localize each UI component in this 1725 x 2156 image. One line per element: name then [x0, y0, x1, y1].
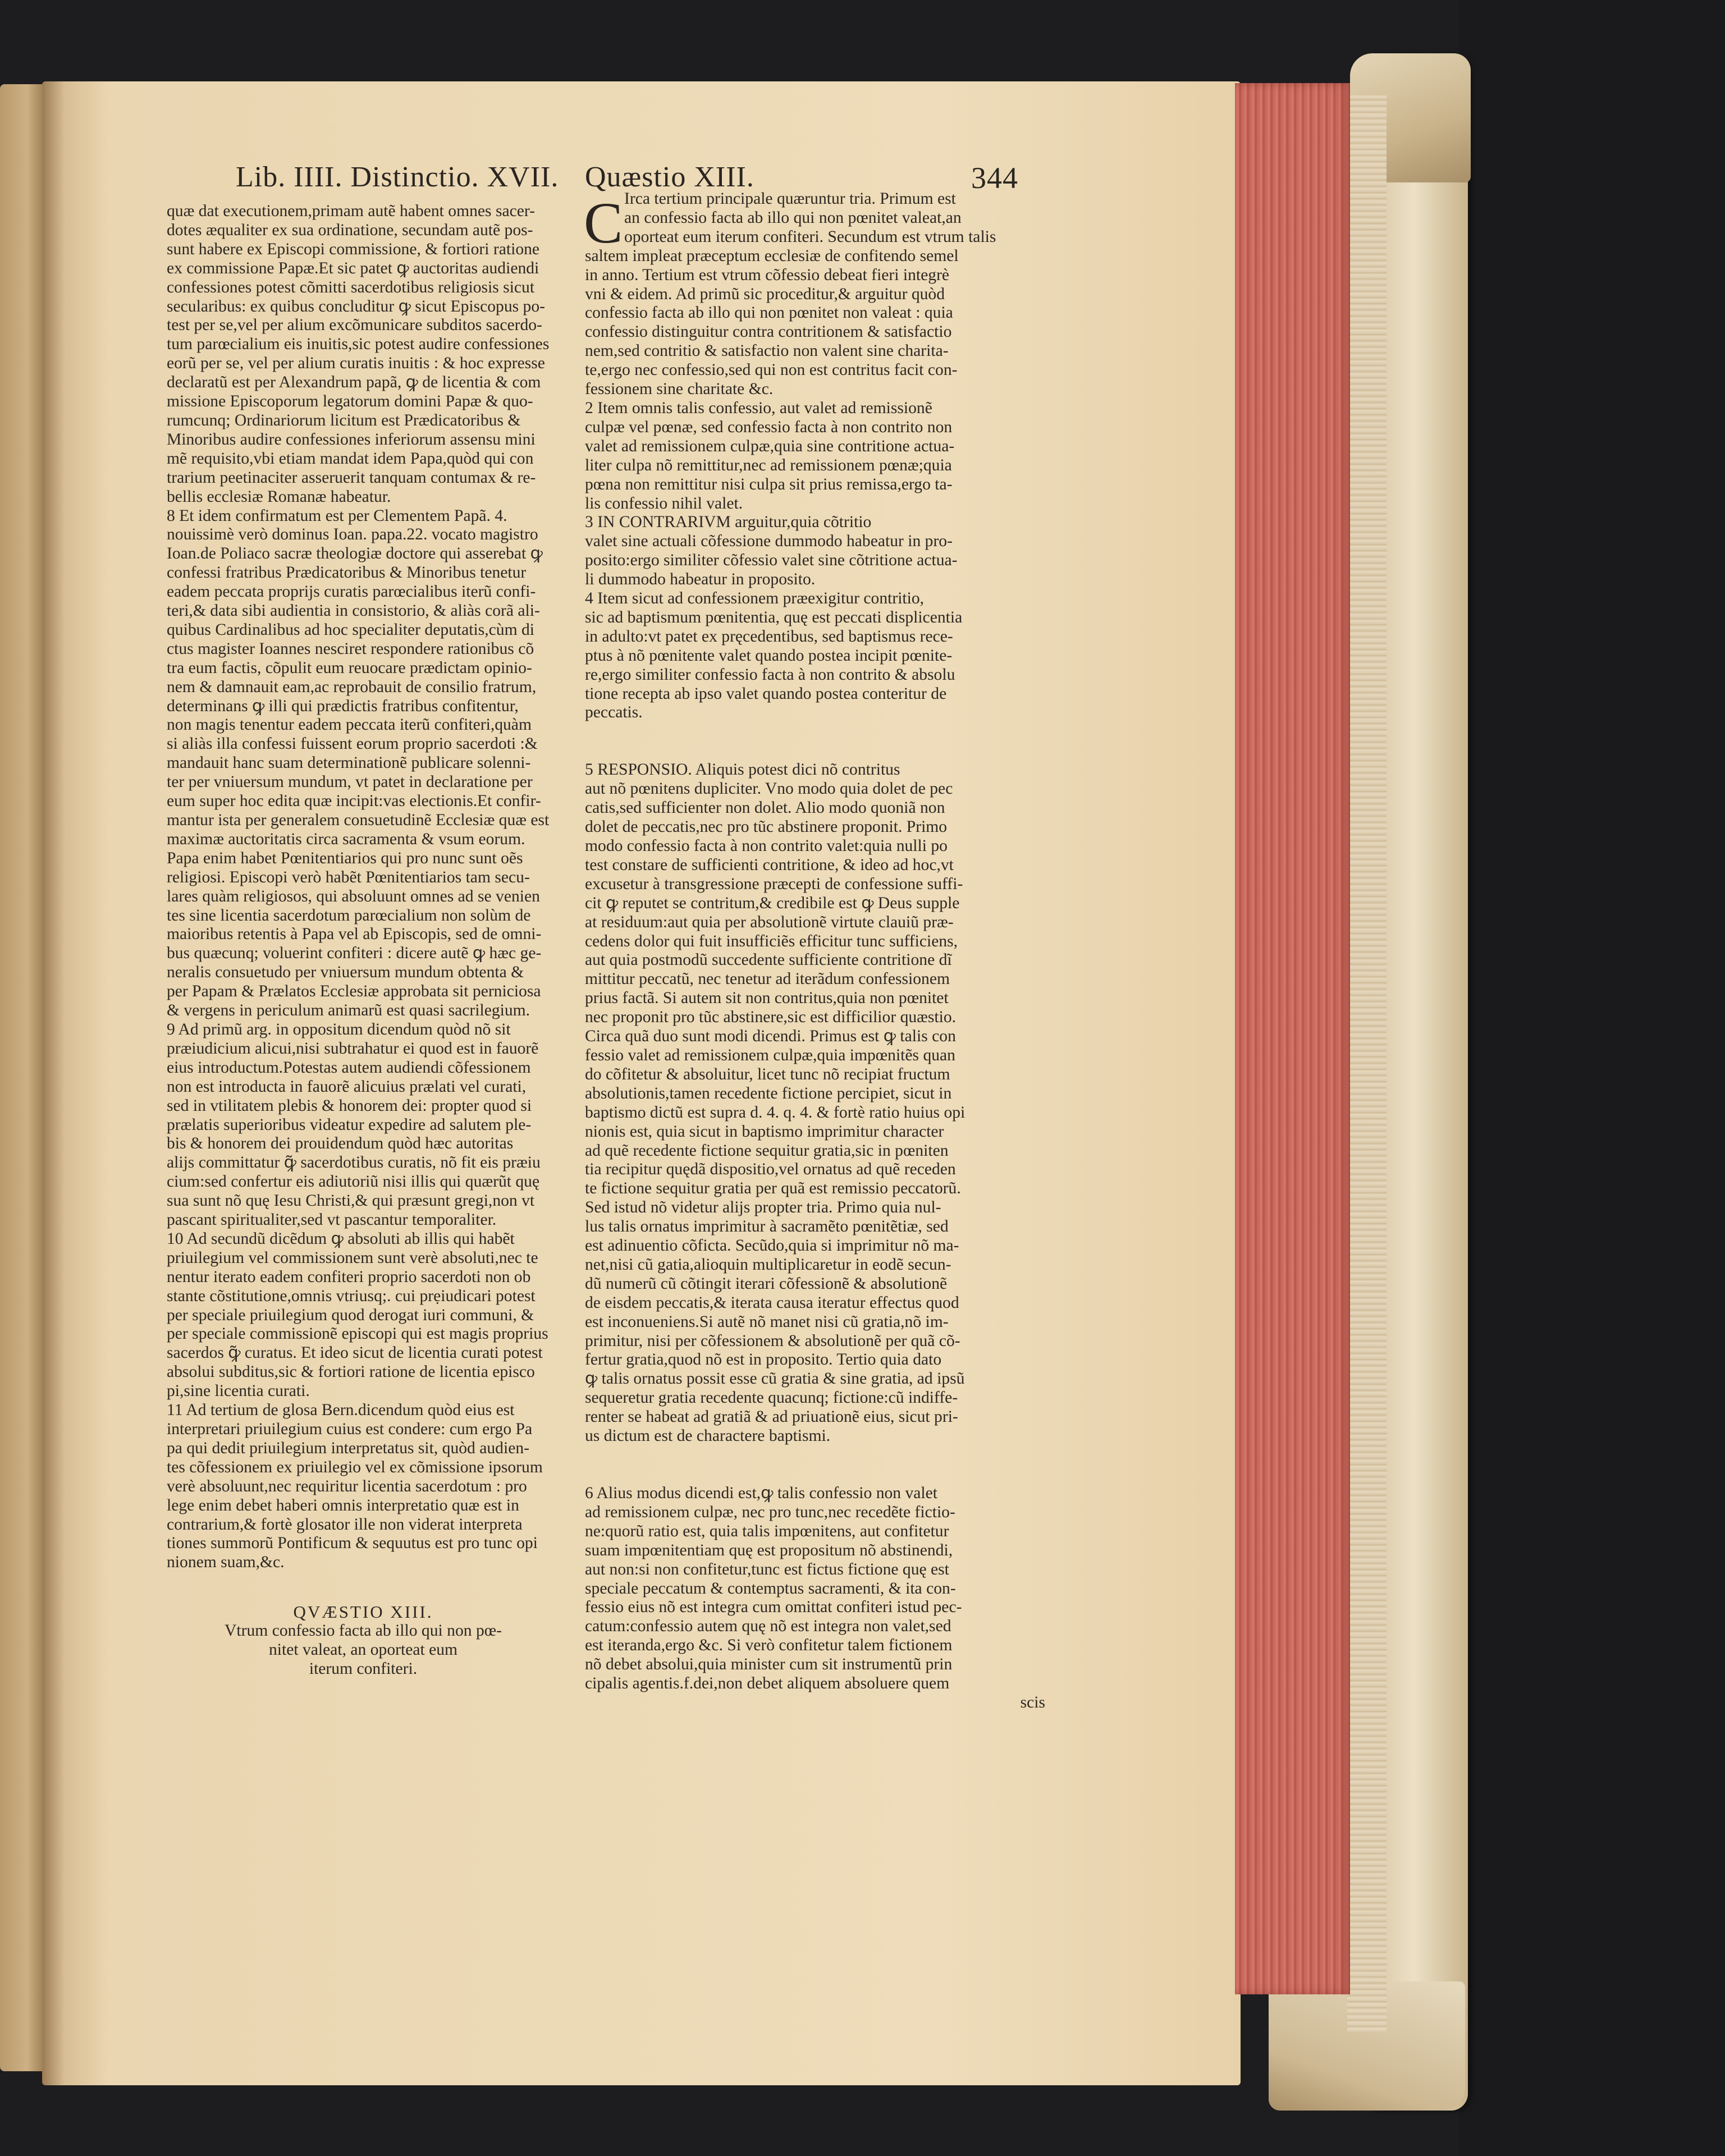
text-line: do cõfitetur & absoluitur, licet tunc nõ recipiat fructum: [585, 1065, 950, 1083]
text-line: tum parœcialium eis inuitis,sic potest audire confessiones: [167, 335, 550, 354]
text-line: interpretari priuilegium cuius est condere: cum ergo Pa: [167, 1420, 533, 1438]
text-line: confessi fratribus Prædicatoribus & Minoribus tenetur: [167, 564, 527, 582]
text-line: prius factã. Si autem sit non contritus,quia non pœnitet: [585, 989, 949, 1008]
text-line: aut non:si non confitetur,tunc est fictus fictione quę est: [585, 1560, 949, 1578]
question-heading: QVÆSTIO XIII.: [293, 1602, 433, 1622]
spacer: [585, 722, 1045, 761]
text-line: confessio facta ab illo qui non pœnitet non valeat : quia: [585, 304, 953, 322]
text-line: aut quia postmodũ succedente sufficiente contritione dĩ: [585, 951, 952, 969]
text-line: tiones summorũ Pontificum & sequutus est pro tunc opi: [167, 1534, 538, 1553]
text-line: maximæ auctoritatis circa sacramenta & vsum eorum.: [167, 830, 525, 848]
text-line: non magis tenentur eadem peccata iterũ confiteri,quàm: [167, 716, 532, 734]
drop-initial: C: [584, 191, 623, 255]
page-number: 344: [971, 161, 1018, 195]
text-line: nentur iterato eadem confiteri proprio sacerdoti non ob: [167, 1267, 531, 1286]
text-line: præiudicium alicui,nisi subtrahatur ei quod est in fauorẽ: [167, 1039, 539, 1058]
text-line: mẽ requisito,vbi etiam mandat idem Papa,quòd qui con: [167, 449, 534, 468]
text-line: scis: [1020, 1693, 1045, 1711]
text-line: posito:ergo similiter cõfessio valet sine cõtritione actua-: [585, 551, 958, 570]
text-line: dotes æqualiter ex sua ordinatione, secundam autẽ pos-: [167, 221, 533, 239]
text-line: modo confessio facta à non contrito valet:quia nulli po: [585, 837, 948, 855]
text-line: 2 Item omnis talis confessio, aut valet ad remissionẽ: [585, 399, 932, 417]
text-line: nionis est, quia sicut in baptismo imprimitur character: [585, 1122, 944, 1141]
text-line: absolutionis,tamen recedente fictione percipiet, sicut in: [585, 1084, 952, 1102]
spacer: [167, 1572, 560, 1591]
text-line: secularibus: ex quibus concluditur ꝙ sicut Episcopus po-: [167, 297, 545, 315]
text-line: Minoribus audire confessiones inferiorum assensu mini: [167, 430, 536, 448]
red-stained-edge: [1235, 83, 1350, 1994]
text-line: trarium peetinaciter asseruerit tanquam contumax & re-: [167, 468, 536, 487]
text-line: cipalis agentis.f.dei,non debet aliquem absoluere quem: [585, 1674, 950, 1693]
text-line: test constare de sufficienti contritione, & ideo ad hoc,vt: [585, 855, 954, 874]
text-line: 6 Alius modus dicendi est,ꝙ talis confessio non valet: [585, 1484, 938, 1502]
text-line: declaratũ est per Alexandrum papã, ꝙ de licentia & com: [167, 373, 541, 392]
text-line: in anno. Tertium est vtrum cõfessio debeat fieri integrè: [585, 266, 950, 284]
text-line: est iteranda,ergo &c. Si verò confitetur talem fictionem: [585, 1636, 953, 1655]
text-line: dolet de peccatis,nec pro tũc abstinere proponit. Primo: [585, 818, 948, 836]
text-line: valet sine actuali cõfessione dummodo habeatur in pro-: [585, 532, 953, 551]
right-text-column: [585, 190, 1045, 1713]
text-line: 8 Et idem confirmatum est per Clementem Papã. 4.: [167, 506, 507, 525]
text-line: tes cõfessionem ex priuilegio vel ex cõmissione ipsorum: [167, 1458, 543, 1476]
text-line: liter culpa nõ remittitur,nec ad remissionem pœnæ;quia: [585, 456, 952, 474]
text-line: quibus Cardinalibus ad hoc specialiter deputatis,cùm di: [167, 620, 535, 639]
running-header-question: Quæstio XIII.: [585, 161, 754, 193]
text-line: net,nisi cũ gatia,alioquin multiplicaretur in eodẽ secun-: [585, 1255, 951, 1274]
text-line: mandauit hanc suam determinationẽ publicare solenni-: [167, 754, 531, 772]
text-line: nec proponit pro tũc abstinere,sic est difficilior quæstio.: [585, 1008, 957, 1027]
text-line: missione Episcoporum legatorum domini Papæ & quo-: [167, 392, 533, 411]
text-line: confessio distinguitur contra contritionem & satisfactio: [585, 323, 952, 341]
text-line: suam impœnitentiam quę est propositum nõ abstinendi,: [585, 1541, 953, 1559]
text-line: tra eum factis, cõpulit eum reuocare prædictam opinio-: [167, 658, 532, 677]
text-line: stante cõstitutione,omnis vtriusq;. cui prẹiudicari potest: [167, 1287, 536, 1305]
text-line: determinans ꝙ illi qui prædictis fratribus confitentur,: [167, 697, 519, 715]
text-line: aut nõ pœnitens dupliciter. Vno modo quia dolet de pec: [585, 780, 953, 798]
text-line: ad quẽ recedente fictione sequitur gratia,sic in pœniten: [585, 1141, 949, 1160]
text-line: 5 RESPONSIO. Aliquis potest dici nõ contritus: [585, 761, 900, 779]
question-subtitle-line: Vtrum confessio facta ab illo qui non pœ-: [225, 1622, 502, 1640]
text-line: 10 Ad secundũ dicẽdum ꝙ absoluti ab illis qui habẽt: [167, 1229, 515, 1248]
text-line: Circa quã duo sunt modi dicendi. Primus est ꝙ talis con: [585, 1027, 956, 1046]
text-line: ꝙ talis ornatus possit esse cũ gratia & sine gratia, ad ipsũ: [585, 1370, 965, 1388]
facing-page-edge: [0, 84, 45, 2071]
text-line: ad remissionem culpæ, nec pro tunc,nec recedẽte fictio-: [585, 1503, 955, 1521]
text-line: fertur gratia,quod nõ est in proposito. Tertio quia dato: [585, 1351, 942, 1369]
spacer: [585, 1446, 1045, 1484]
text-line: in adulto:vt patet ex pręcedentibus, sed baptismus rece-: [585, 627, 953, 646]
text-line: pœna non remittitur nisi culpa sit prius remissa,ergo ta-: [585, 475, 953, 493]
text-line: est adinuentio cõficta. Secũdo,quia si imprimitur nõ ma-: [585, 1237, 959, 1255]
text-line: tia recipitur quędã dispositio,vel ornatus ad quẽ receden: [585, 1160, 956, 1179]
text-line: absolui subditus,sic & fortiori ratione de licentia episco: [167, 1363, 535, 1381]
text-line: nem & damnauit eam,ac reprobauit de consilio fratrum,: [167, 678, 537, 696]
text-line: sunt habere ex Episcopi commissione, & fortiori ratione: [167, 240, 540, 258]
text-line: at residuum:aut quia per absolutionẽ virtute clauiũ præ-: [585, 913, 954, 931]
text-line: alijs committatur ꝙ̃ sacerdotibus curatis, nõ fit eis præiu: [167, 1153, 541, 1172]
text-line: pa qui dedit priuilegium interpretatus sit, quòd audien-: [167, 1439, 529, 1457]
text-line: per speciale priuilegium quod derogat iuri communi, &: [167, 1306, 534, 1324]
text-line: culpæ vel pœnæ, sed confessio facta à non contrito non: [585, 418, 953, 436]
text-line: lege enim debet haberi omnis interpretatio quæ est in: [167, 1496, 519, 1514]
text-line: religiosi. Episcopi verò habẽt Pœnitentiarios tam secu-: [167, 868, 530, 886]
text-line: vni & eidem. Ad primũ sic proceditur,& arguitur quòd: [585, 285, 945, 303]
text-line: Papa enim habet Pœnitentiarios qui pro nunc sunt oẽs: [167, 849, 523, 867]
text-line: teri,& data sibi audientia in consistorio, & aliàs corã ali-: [167, 602, 540, 620]
text-line: saltem impleat præceptum ecclesiæ de confitendo semel: [585, 246, 959, 265]
text-line: eius introductum.Potestas autem audiendi cõfessionem: [167, 1058, 531, 1077]
text-line: fessio valet ad remissionem culpæ,quia impœnitẽs quan: [585, 1046, 955, 1064]
text-line: rumcunq; Ordinariorum licitum est Prædicatoribus &: [167, 411, 521, 429]
text-line: cit ꝙ reputet se contritum,& credibile est ꝙ Deus supple: [585, 894, 960, 912]
text-line: peccatis.: [585, 703, 643, 722]
text-line: sacerdos ꝙ̃ curatus. Et ideo sicut de licentia curati potest: [167, 1344, 543, 1362]
text-line: confessiones potest cõmitti sacerdotibus religiosis sicut: [167, 278, 535, 296]
text-line: valet ad remissionem culpæ,quia sine contritione actua-: [585, 437, 955, 455]
text-line: bus quæcunq; voluerint confiteri : dicere autẽ ꝙ hæc ge-: [167, 944, 542, 963]
text-line: 3 IN CONTRARIVM arguitur,quia cõtritio: [585, 513, 872, 532]
text-line: bis & honorem dei prouidendum quòd hæc autoritas: [167, 1134, 514, 1153]
text-line: nõ debet absolui,quia minister cum sit instrumentũ prin: [585, 1655, 953, 1674]
text-line: nouissimè verò dominus Ioan. papa.22. vocato magistro: [167, 525, 538, 544]
text-line: per Papam & Prælatos Ecclesiæ approbata sit perniciosa: [167, 982, 541, 1001]
text-line: li dummodo habeatur in proposito.: [585, 570, 816, 589]
text-line: 11 Ad tertium de glosa Bern.dicendum quòd eius est: [167, 1401, 515, 1420]
text-line: ter per vniuersum mundum, vt patet in declaratione per: [167, 773, 533, 791]
text-line: fessio eius nõ est integra cum omittat confiteri istud pec-: [585, 1598, 962, 1617]
text-line: ptus à nõ pœnitente valet quando postea incipit pœnite-: [585, 646, 953, 665]
text-line: pascant spiritualiter,sed vt pascantur temporaliter.: [167, 1211, 497, 1229]
text-line: fessionem sine charitate &c.: [585, 380, 774, 399]
text-line: Ioan.de Poliaco sacræ theologiæ doctore qui asserebat ꝙ: [167, 544, 543, 563]
text-line: 4 Item sicut ad confessionem præexigitur contritio,: [585, 589, 925, 608]
text-line: tes sine licentia sacerdotum parœcialium non solùm de: [167, 906, 531, 924]
text-line: nionem suam,&c.: [167, 1553, 285, 1572]
text-line: eadem peccata proprijs curatis parœcialibus iterũ confi-: [167, 583, 536, 601]
text-line: contrarium,& fortè glosator ille non viderat interpreta: [167, 1515, 523, 1534]
text-line: priuilegium vel commissionem sunt verè absoluti,nec te: [167, 1248, 538, 1267]
text-line: renter se habeat ad gratiã & ad priuationẽ eius, sicut pri-: [585, 1408, 958, 1426]
text-line: Sed istud nõ videtur alijs propter tria. Primo quia nul-: [585, 1198, 941, 1217]
text-line: baptismo dictũ est supra d. 4. q. 4. & fortè ratio huius opi: [585, 1103, 966, 1122]
running-header-left: Lib. IIII. Distinctio. XVII.: [236, 161, 559, 193]
text-line: 9 Ad primũ arg. in oppositum dicendum quòd nõ sit: [167, 1020, 511, 1038]
text-line: catis,sed sufficienter non dolet. Alio modo quoniã non: [585, 799, 945, 817]
text-line: re,ergo similiter confessio facta à non contrito & absolu: [585, 665, 955, 684]
text-line: Irca tertium principale quæruntur tria. Primum est: [624, 190, 956, 208]
left-text-column: [167, 202, 560, 1679]
text-line: eorũ per se, vel per alium curatis inuitis : & hoc expresse: [167, 354, 545, 373]
text-line: test per se,vel per alium excõmunicare subditos sacerdo-: [167, 316, 542, 335]
text-line: & vergens in periculum animarũ est quasi sacrilegium.: [167, 1001, 530, 1020]
text-line: quæ dat executionem,primam autẽ habent omnes sacer-: [167, 202, 535, 220]
text-line: ex commissione Papæ.Et sic patet ꝙ auctoritas audiendi: [167, 259, 539, 277]
page-block-edge: [1347, 95, 1387, 2032]
text-line: de eisdem peccatis,& iterata causa iteratur effectus quod: [585, 1293, 959, 1312]
question-subtitle-line: nitet valeat, an oporteat eum: [268, 1641, 458, 1659]
text-line: est inconueniens.Si autẽ nõ manet nisi cũ gratia,nõ im-: [585, 1312, 949, 1331]
text-line: cium:sed confertur eis adiutoriũ nisi illis qui quærũt quę: [167, 1173, 540, 1191]
text-line: te fictione sequitur gratia per quã est remissio peccatorũ.: [585, 1179, 961, 1198]
text-line: neralis consuetudo per vniuersum mundum obtenta &: [167, 963, 524, 982]
text-line: per speciale commissionẽ episcopi qui est magis proprius: [167, 1325, 548, 1343]
text-line: te,ergo nec confessio,sed qui non est contritus facit con-: [585, 361, 958, 379]
text-line: maioribus retentis à Papa vel ab Episcopis, sed de omni-: [167, 925, 542, 944]
text-line: tione recepta ab ipso valet quando postea conteritur de: [585, 684, 947, 703]
text-line: us dictum est de charactere baptismi.: [585, 1427, 831, 1445]
text-line: dũ numerũ cũ cõtingit iterari cõfessionẽ & absolutionẽ: [585, 1274, 948, 1293]
background: [1459, 0, 1725, 2156]
text-line: mantur ista per generalem consuetudinẽ Ecclesiæ quæ est: [167, 811, 550, 829]
text-line: ne:quorũ ratio est, quia talis impœnitens, aut confitetur: [585, 1522, 949, 1540]
question-subtitle-line: iterum confiteri.: [309, 1659, 418, 1678]
text-line: speciale peccatum & contemptus sacramenti, & ita con-: [585, 1579, 956, 1597]
text-line: sua sunt nõ quę Iesu Christi,& qui præsunt gregi,non vt: [167, 1192, 535, 1210]
text-line: sic ad baptismum pœnitentia, quę est peccati displicentia: [585, 608, 963, 626]
text-line: primitur, nisi per cõfessionem & absolutionẽ per quã cõ-: [585, 1331, 960, 1350]
text-line: prælatis superioribus videatur expedire ad salutem ple-: [167, 1115, 532, 1134]
text-line: cedens dolor qui fuit insufficiẽs efficitur tunc sufficiens,: [585, 932, 958, 950]
text-line: an confessio facta ab illo qui non pœnitet valeat,an: [624, 208, 962, 227]
text-line: non est introducta in fauorẽ alicuius prælati vel curati,: [167, 1077, 527, 1096]
text-line: excusetur à transgressione præcepti de confessione suffi-: [585, 875, 963, 893]
text-line: si aliàs illa confessi fuissent eorum proprio sacerdoti :&: [167, 735, 538, 753]
text-line: nem,sed contritio & satisfactio non valent sine charita-: [585, 342, 949, 360]
text-line: sed in vtilitatem plebis & honorem dei: propter quod si: [167, 1096, 532, 1115]
text-line: oporteat eum iterum confiteri. Secundum est vtrum talis: [624, 227, 996, 246]
text-line: lus talis ornatus imprimitur à sacramẽto pœnitẽtiæ, sed: [585, 1217, 949, 1236]
text-line: verè absoluunt,nec requiritur licentia sacerdotum : pro: [167, 1477, 527, 1495]
text-line: eum super hoc edita quæ incipit:vas electionis.Et confir-: [167, 792, 541, 811]
text-line: catum:confessio autem quę nõ est integra non valet,sed: [585, 1617, 951, 1636]
text-line: mittitur peccatũ, nec tenetur ad iterãdum confessionem: [585, 970, 950, 988]
text-line: ctus magister Ioannes nesciret respondere rationibus cõ: [167, 639, 534, 658]
text-line: sequeretur gratia recedente quacunq; fictione:cũ indiffe-: [585, 1389, 958, 1407]
text-line: pi,sine licentia curati.: [167, 1382, 310, 1400]
text-line: bellis ecclesiæ Romanæ habeatur.: [167, 487, 391, 506]
text-line: lares quàm religiosos, qui absoluunt omnes ad se venien: [167, 887, 540, 905]
text-line: lis confessio nihil valet.: [585, 494, 743, 512]
